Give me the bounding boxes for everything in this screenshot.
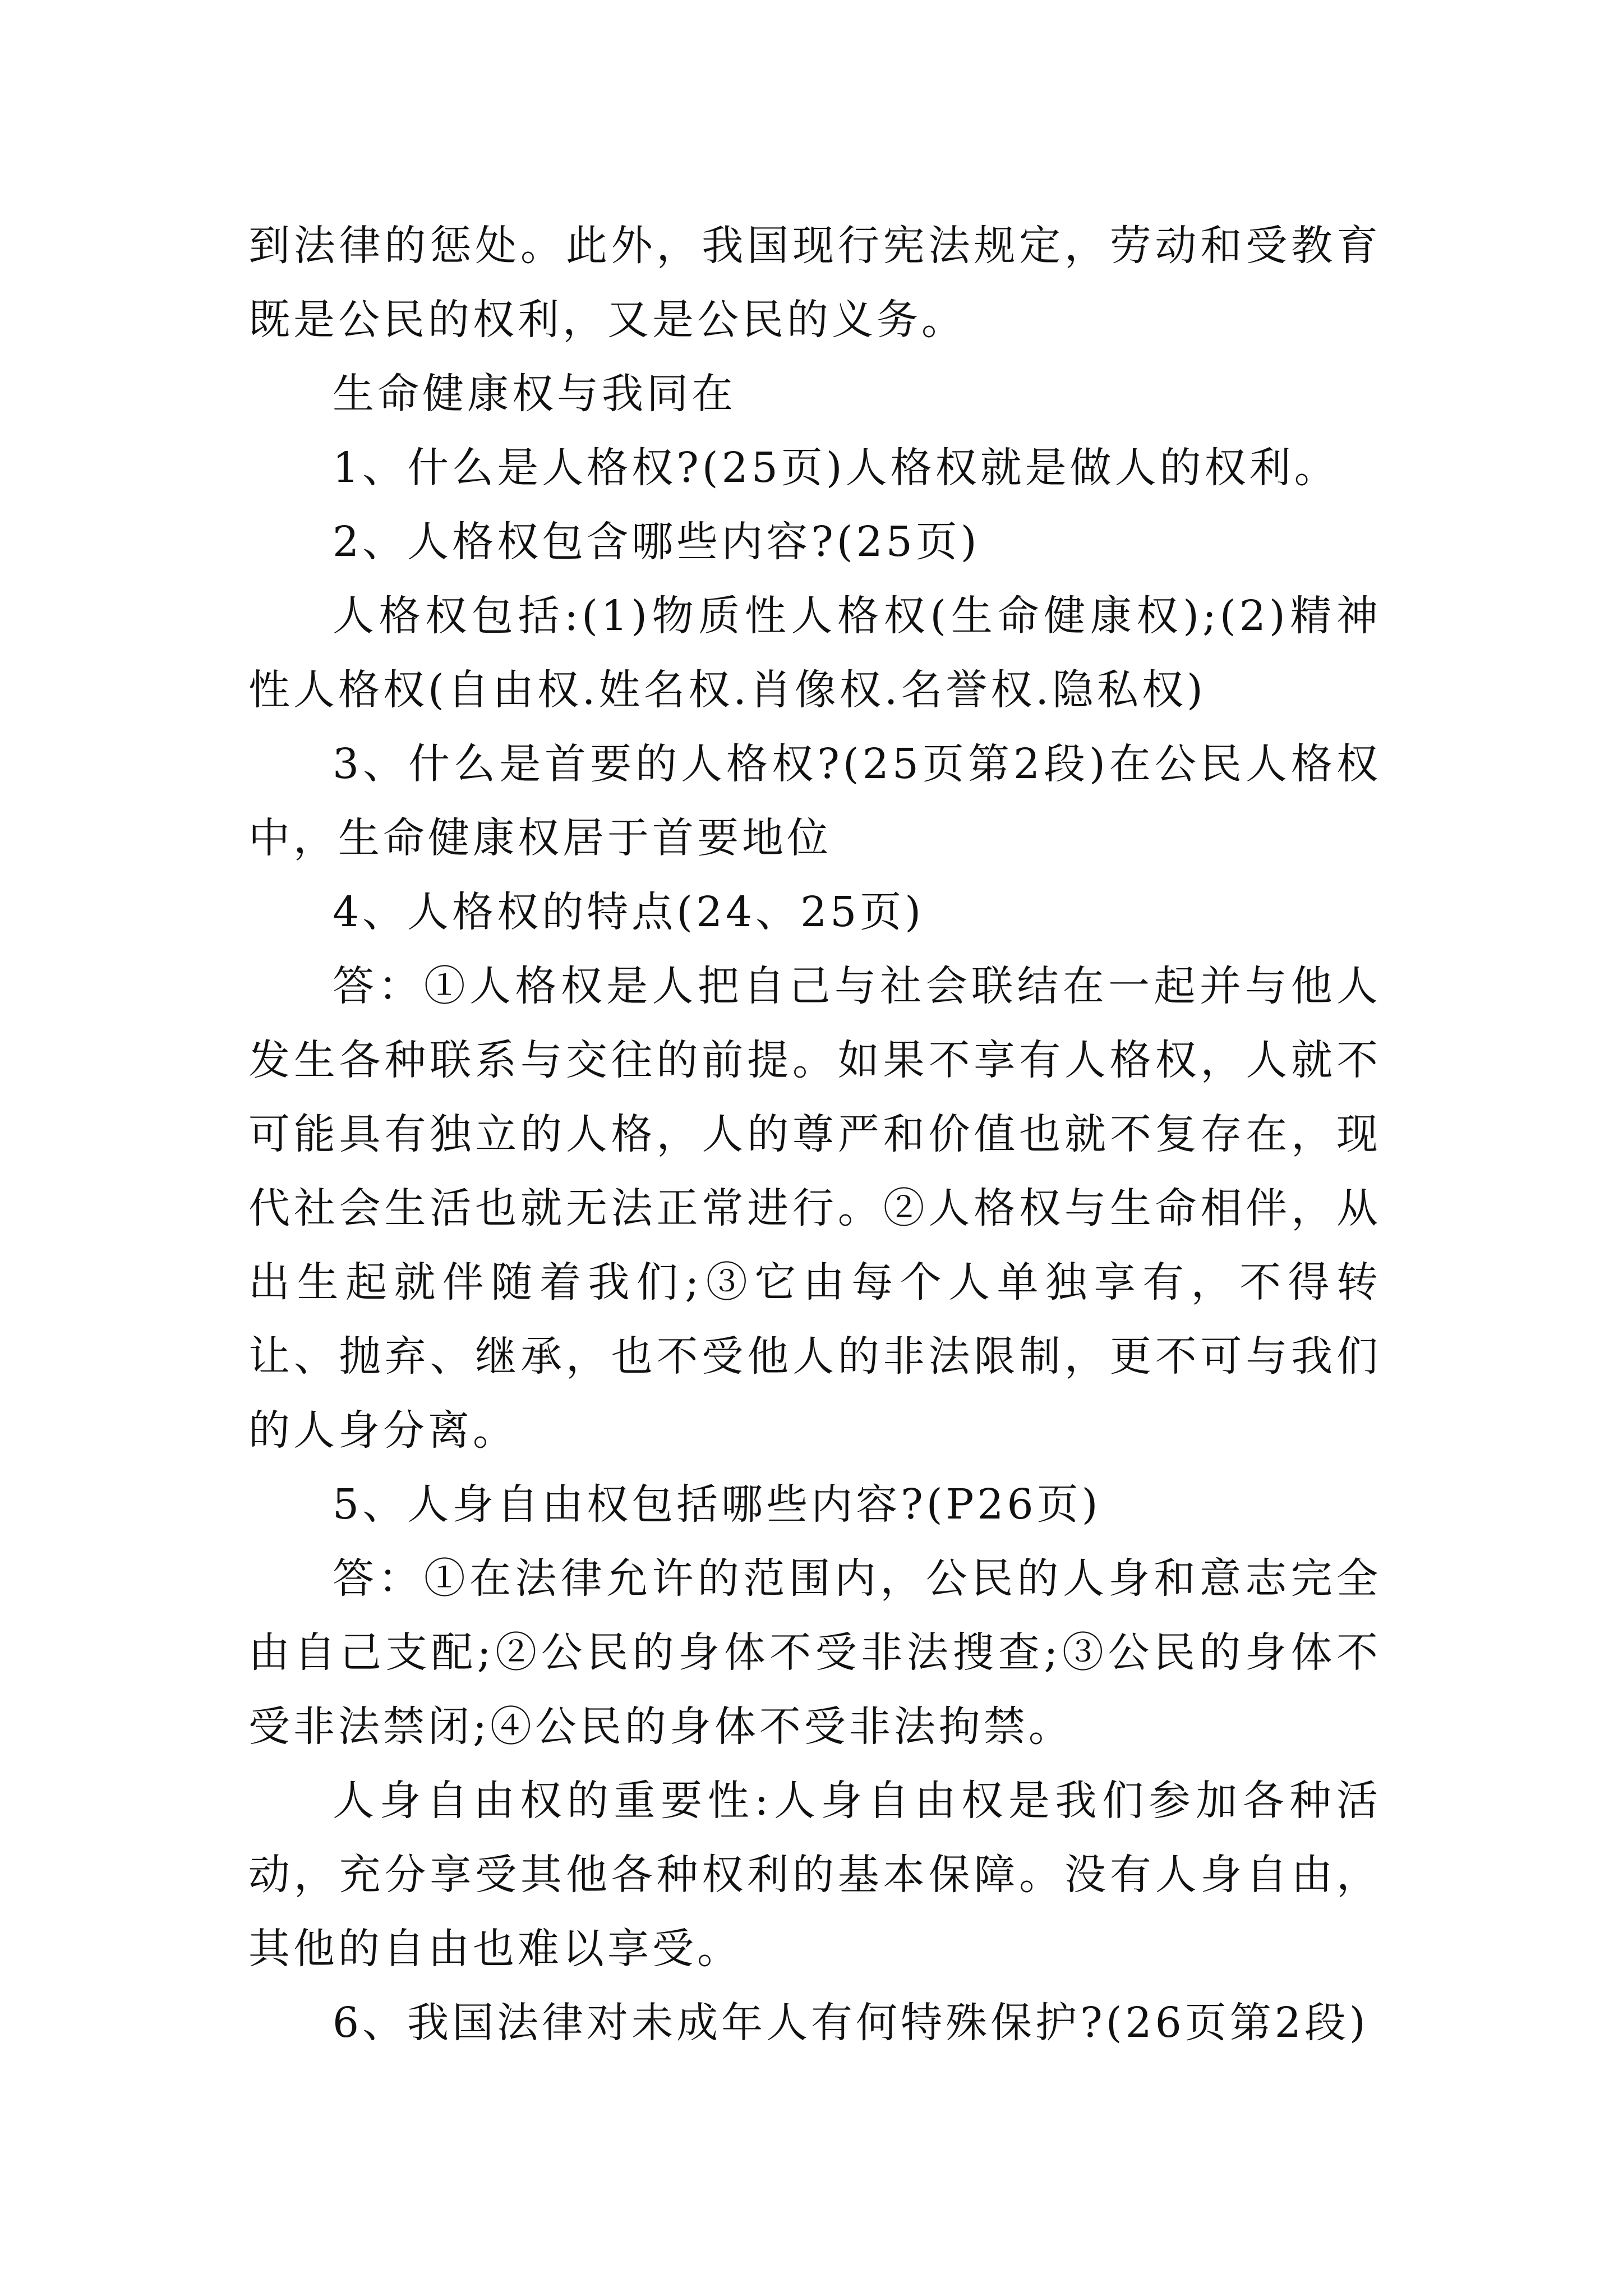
question-4: 4、人格权的特点(24、25页) xyxy=(333,888,925,936)
question-5: 5、人身自由权包括哪些内容?(P26页) xyxy=(333,1480,1101,1529)
answer-5: 答：①在法律允许的范围内，公民的人身和意志完全由自己支配;②公民的身体不受非法搜查;③公民的身体不受非法禁闭;④公民的身体不受非法拘禁。 xyxy=(248,1554,1381,1751)
question-6: 6、我国法律对未成年人有何特殊保护?(26页第2段) xyxy=(333,1999,1369,2047)
question-1: 1、什么是人格权?(25页)人格权就是做人的权利。 xyxy=(333,444,1339,492)
question-2: 2、人格权包含哪些内容?(25页) xyxy=(333,518,980,566)
document-body xyxy=(248,209,1381,2060)
question-3: 3、什么是首要的人格权?(25页第2段)在公民人格权中，生命健康权居于首要地位 xyxy=(248,740,1381,862)
answer-2: 人格权包括:(1)物质性人格权(生命健康权);(2)精神性人格权(自由权.姓名权.肖像权.名誉权.隐私权) xyxy=(248,592,1381,714)
answer-4: 答：①人格权是人把自己与社会联结在一起并与他人发生各种联系与交往的前提。如果不享有人格权，人就不可能具有独立的人格，人的尊严和价值也就不复存在，现代社会生活也就无法正常进行。②人格权与生命相伴，从出生起就伴随着我们;③它由每个人单独享有，不得转让、抛弃、继承，也不受他人的非法限制，更不可与我们的人身分离。 xyxy=(248,962,1381,1455)
paragraph-continuation: 到法律的惩处。此外，我国现行宪法规定，劳动和受教育既是公民的权利，又是公民的义务。 xyxy=(248,222,1381,344)
section-heading: 生命健康权与我同在 xyxy=(333,370,736,418)
importance-paragraph: 人身自由权的重要性:人身自由权是我们参加各种活动，充分享受其他各种权利的基本保障。没有人身自由，其他的自由也难以享受。 xyxy=(248,1777,1381,1973)
